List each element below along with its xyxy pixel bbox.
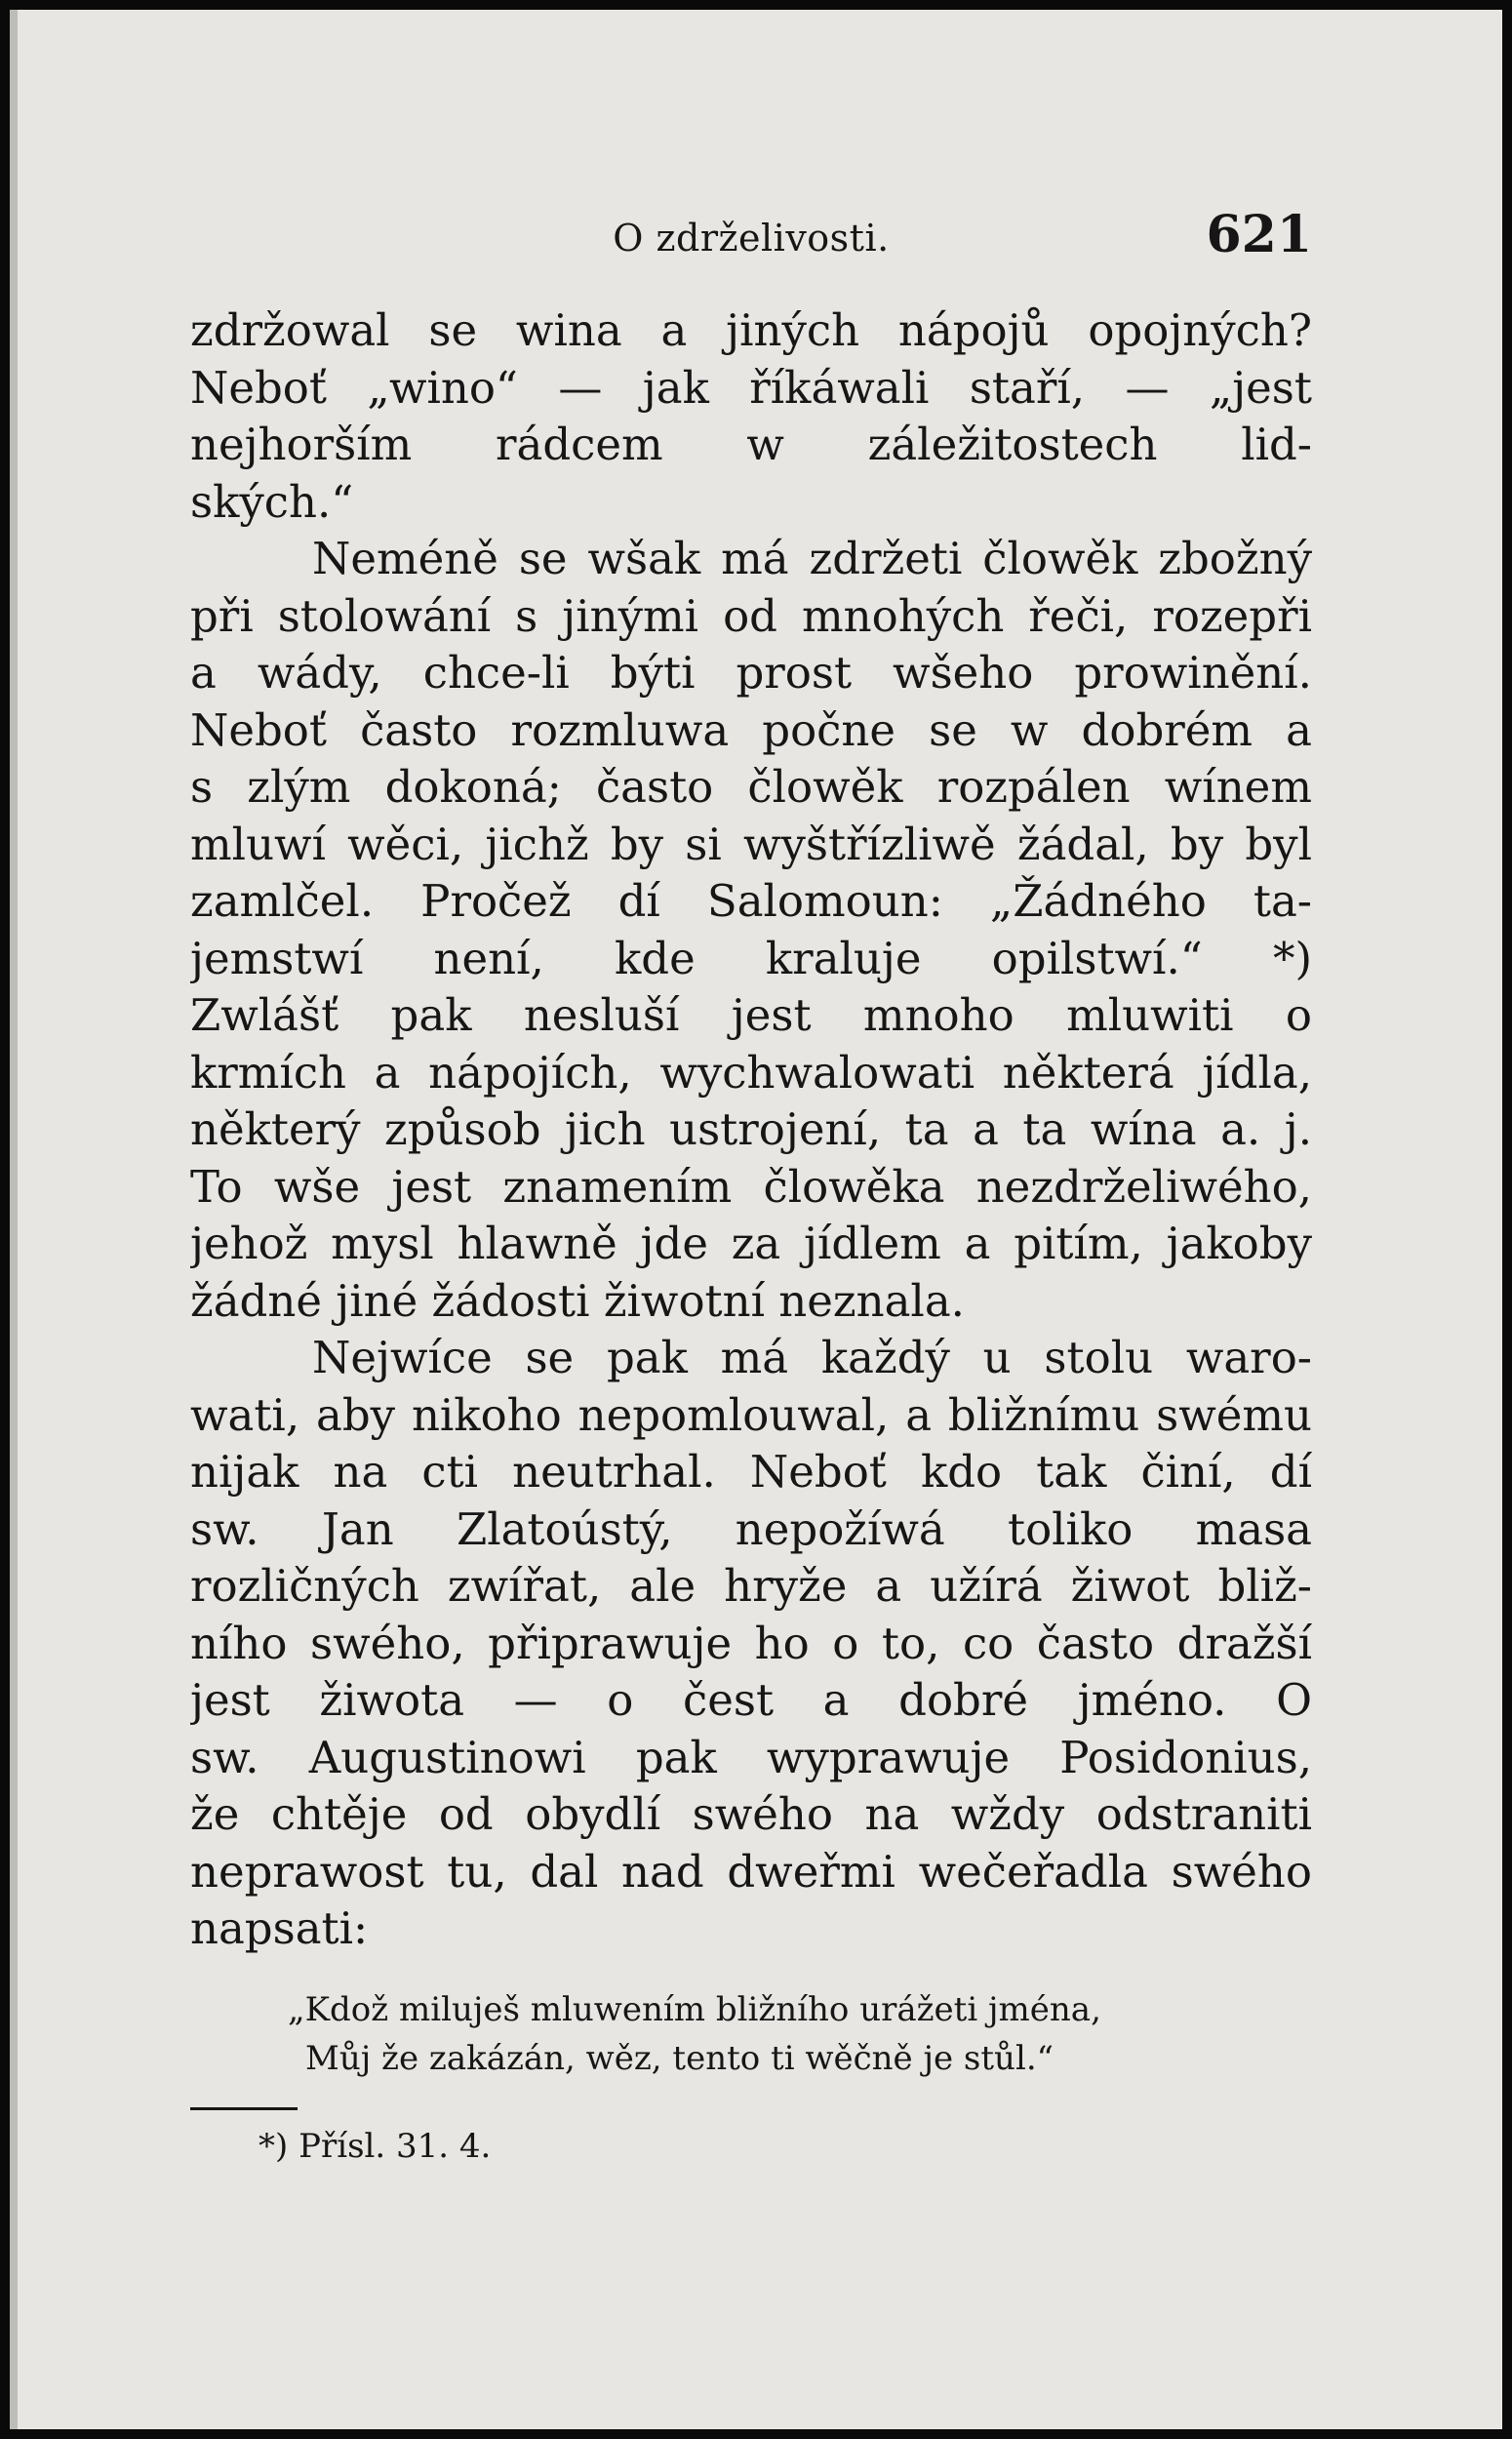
text-line: jemstwí není, kde kraluje opilstwí.“ *) [190, 932, 1312, 984]
running-head [190, 205, 1312, 283]
text-line: wati, aby nikoho nepomlouwal, a bližnímu swému [190, 1388, 1312, 1441]
text-line: To wše jest znamením člowěka nezdrželiwého, [190, 1160, 1312, 1213]
text-line: s zlým dokoná; často člowěk rozpálen wínem [190, 761, 1312, 813]
text-line: neprawost tu, dal nad dweřmi wečeřadla swého [190, 1845, 1312, 1898]
text-line: mluwí wěci, jichž by si wyštřízliwě žádal, by byl [190, 818, 1312, 870]
text-line: ního swého, připrawuje ho o to, co často dražší [190, 1617, 1312, 1669]
text-line: sw. Augustinowi pak wyprawuje Posidonius, [190, 1731, 1312, 1783]
text-line: zdržowal se wina a jiných nápojů opojných? [190, 304, 1312, 356]
verse-line: „Kdož miluješ mluwením bližního urážeti jména, [288, 1990, 1101, 2029]
text-line: zamlčel. Pročež dí Salomoun: „Žádného ta- [190, 875, 1312, 927]
text-line: Neboť často rozmluwa počne se w dobrém a [190, 703, 1312, 756]
footnote: *) Přísl. 31. 4. [259, 2127, 492, 2166]
text-line: rozličných zwířat, ale hryže a užírá žiwot bliž- [190, 1560, 1312, 1612]
text-line: ských.“ [190, 475, 354, 528]
text-line: sw. Jan Zlatoústý, nepožíwá toliko masa [190, 1502, 1312, 1555]
text-line: při stolowání s jinými od mnohých řeči, rozepři [190, 589, 1312, 642]
text-line: žádné jiné žádosti žiwotní neznala. [190, 1274, 965, 1327]
text-line: napsati: [190, 1902, 369, 1954]
verse-quote [288, 1985, 1263, 2083]
text-line: některý způsob jich ustrojení, ta a ta wína a. j. [190, 1103, 1312, 1155]
page-edge-shadow [10, 10, 18, 2429]
text-line: Neboť „wino“ — jak říkáwali staří, — „jest [190, 361, 1312, 414]
text-line: že chtěje od obydlí swého na wždy odstraniti [190, 1788, 1312, 1840]
text-line: a wády, chce-li býti prost wšeho prowinění. [190, 647, 1312, 699]
page-number: 621 [1206, 205, 1312, 264]
text-line: nijak na cti neutrhal. Neboť kdo tak činí, dí [190, 1446, 1312, 1498]
text-line: Neméně se wšak má zdržeti člowěk zbožný [312, 533, 1312, 584]
running-head-title: O zdrželivosti. [613, 217, 890, 260]
text-line: nejhorším rádcem w záležitostech lid- [190, 419, 1312, 470]
text-line: krmích a nápojích, wychwalowati některá jídla, [190, 1046, 1312, 1099]
text-line: Zwlášť pak nesluší jest mnoho mluwiti o [190, 989, 1312, 1041]
body-text [190, 302, 1312, 1958]
text-line: Nejwíce se pak má každý u stolu waro- [312, 1332, 1312, 1383]
footnote-rule [190, 2107, 298, 2110]
verse-line: Můj že zakázán, wěz, tento ti wěčně je stůl.“ [305, 2039, 1054, 2078]
book-page [10, 10, 1502, 2429]
text-line: jehož mysl hlawně jde za jídlem a pitím, jakoby [190, 1218, 1312, 1269]
text-line: jest žiwota — o čest a dobré jméno. O [190, 1674, 1312, 1726]
